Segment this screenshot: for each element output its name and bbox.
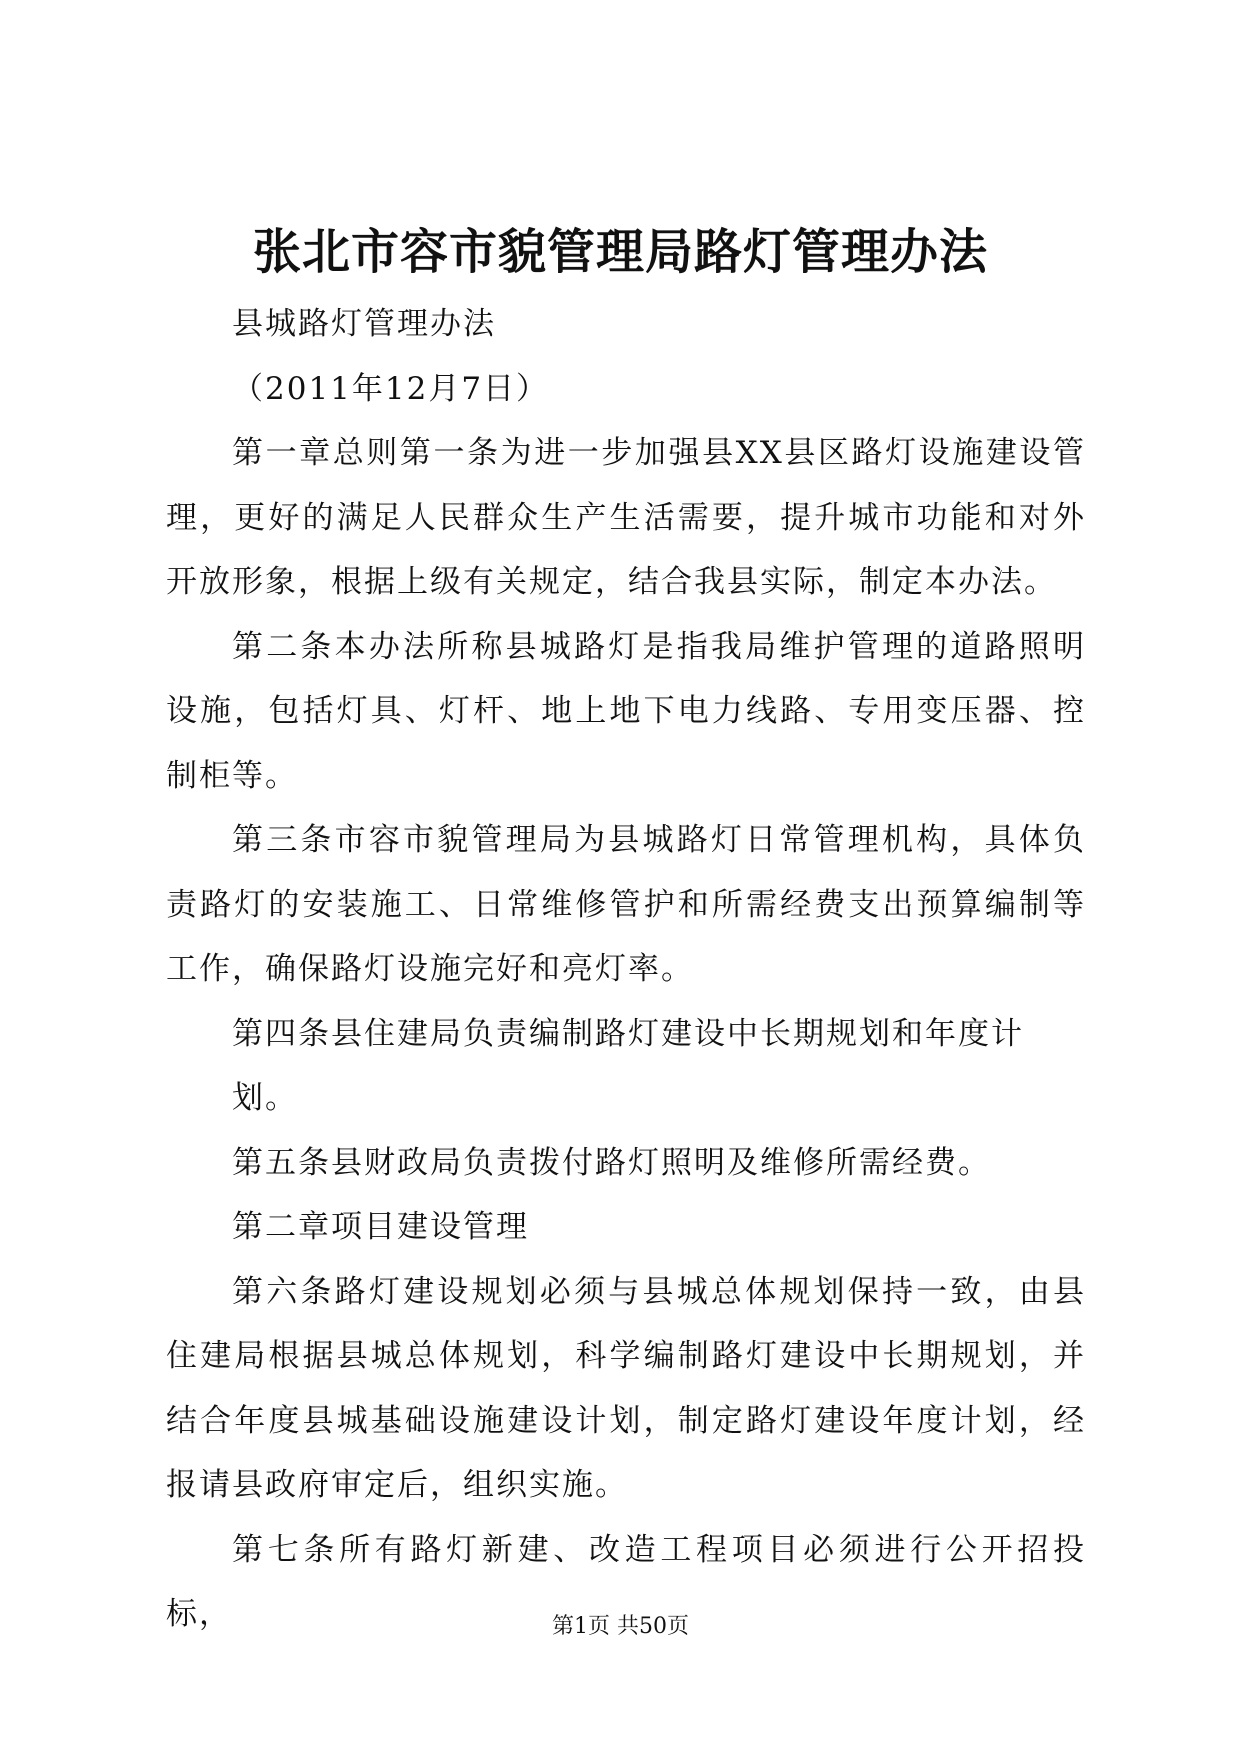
paragraph-article-1: 第一章总则第一条为进一步加强县XX县区路灯设施建设管理，更好的满足人民群众生产生活需要，提升城市功能和对外开放形象，根据上级有关规定，结合我县实际，制定本办法。 [166,435,1086,600]
paragraph-article-5: 第五条县财政局负责拨付路灯照明及维修所需经费。 [232,1144,991,1181]
subtitle: 县城路灯管理办法 [232,306,496,342]
paragraph-article-3: 第三条市容市貌管理局为县城路灯日常管理机构，具体负责路灯的安装施工、日常维修管护和所需经费支出预算编制等工作，确保路灯设施完好和亮灯率。 [166,822,1086,987]
paragraph-article-6: 第六条路灯建设规划必须与县城总体规划保持一致，由县住建局根据县城总体规划，科学编制路灯建设中长期规划，并结合年度县城基础设施建设计划，制定路灯建设年度计划，经报请县政府审定后，组织实施。 [166,1273,1086,1503]
paragraph-article-7: 第七条所有路灯新建、改造工程项目必须进行公开招投标， [166,1531,1086,1632]
chapter-heading-2: 第二章项目建设管理 [232,1209,529,1245]
date-line: （2011年12月7日） [232,370,550,407]
paragraph-article-4-cont: 划。 [232,1080,298,1116]
document-title: 张北市容市貌管理局路灯管理办法 [252,224,988,280]
paragraph-article-4: 第四条县住建局负责编制路灯建设中长期规划和年度计 [232,1015,1024,1052]
document-body [166,292,1086,1647]
page-footer: 第1页 共50页 [552,1614,689,1639]
paragraph-article-2: 第二条本办法所称县城路灯是指我局维护管理的道路照明设施，包括灯具、灯杆、地上地下电力线路、专用变压器、控制柜等。 [166,628,1086,794]
